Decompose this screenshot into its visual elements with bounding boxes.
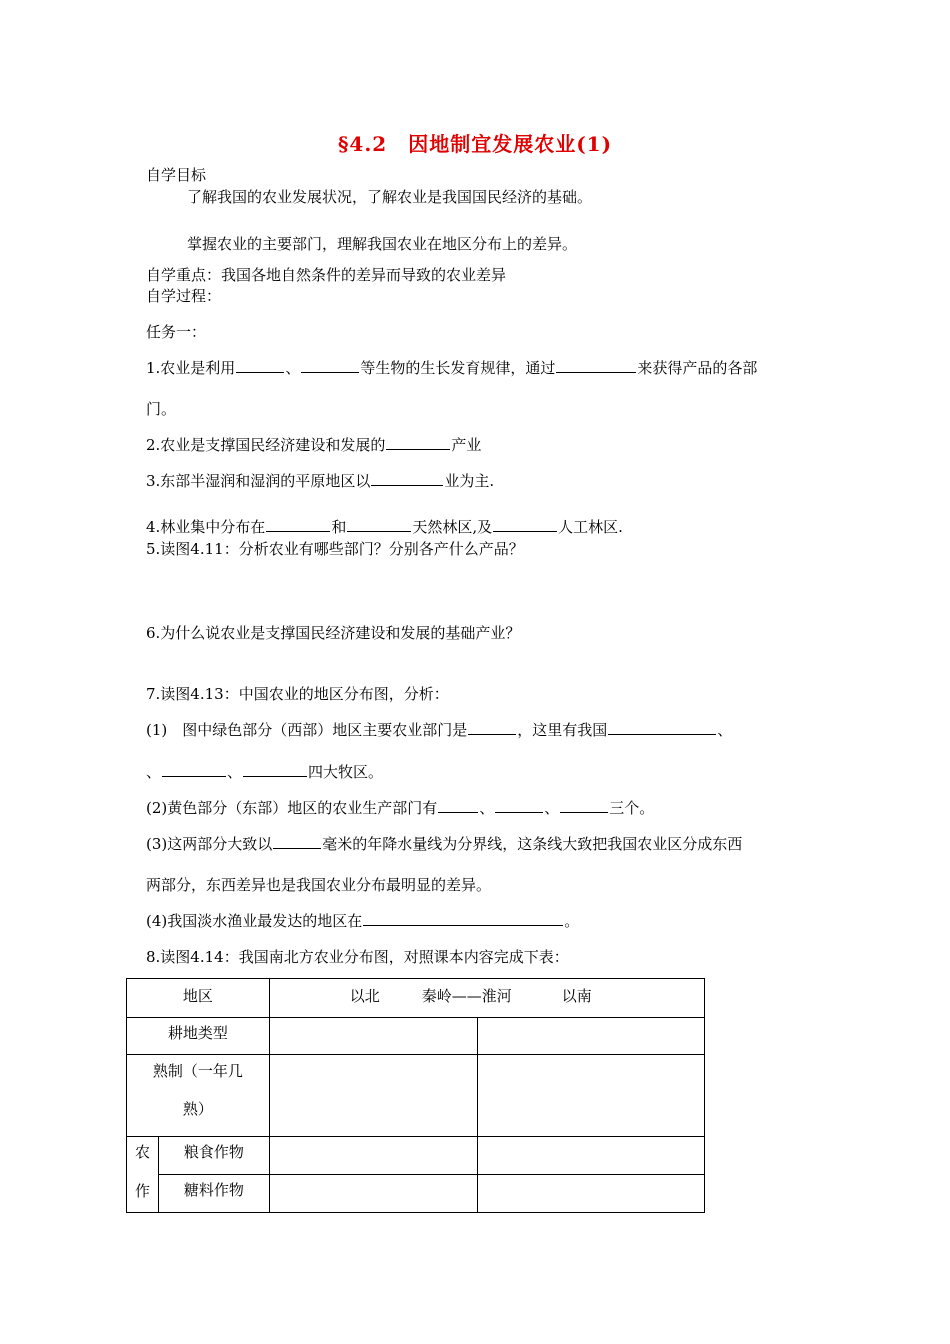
cell-north-farmland[interactable] [269, 1018, 478, 1055]
blank-field[interactable] [347, 517, 411, 532]
question-7-2: (2)黄色部分（东部）地区的农业生产部门有 、 、 三个。 [146, 799, 655, 817]
header-north: 以北 [349, 987, 380, 1005]
question-5: 5.读图4.11：分析农业有哪些部门？分别各产什么产品？ [146, 540, 524, 558]
blank-field[interactable] [266, 517, 330, 532]
question-7-3: (3)这两部分大致以 毫米的年降水量线为分界线，这条线大致把我国农业区分成东西 [146, 835, 743, 853]
blank-field[interactable] [363, 911, 563, 926]
row-label-crops: 农 作 [127, 1137, 159, 1213]
blank-field[interactable] [386, 435, 450, 450]
north-south-table [126, 978, 705, 1213]
question-4: 4.林业集中分布在 和 天然林区,及 人工林区. [146, 518, 623, 536]
cell-south-sugar[interactable] [478, 1175, 705, 1213]
cell-north-grain[interactable] [269, 1137, 478, 1175]
question-7-1-cont: 、 、 四大牧区。 [146, 763, 384, 781]
blank-field[interactable] [608, 720, 716, 735]
blank-field[interactable] [438, 798, 478, 813]
cell-south-harvest[interactable] [478, 1055, 705, 1137]
blank-field[interactable] [493, 517, 557, 532]
question-8: 8.读图4.14：我国南北方农业分布图，对照课本内容完成下表： [146, 948, 569, 966]
process-heading: 自学过程： [146, 287, 222, 305]
goal-1: 了解我国的农业发展状况，了解农业是我国国民经济的基础。 [187, 188, 593, 206]
cell-north-harvest[interactable] [269, 1055, 478, 1137]
blank-field[interactable] [301, 358, 359, 373]
key-point: 自学重点：我国各地自然条件的差异而导致的农业差异 [146, 266, 507, 284]
blank-field[interactable] [560, 798, 608, 813]
question-1: 1.农业是利用 、 等生物的生长发育规律，通过 来获得产品的各部 [146, 359, 758, 377]
header-qinling-huaihe: 秦岭——淮河 [421, 987, 512, 1005]
question-2: 2.农业是支撑国民经济建设和发展的 产业 [146, 436, 482, 454]
blank-field[interactable] [273, 834, 321, 849]
header-divider [269, 979, 704, 1018]
question-7-4: (4)我国淡水渔业最发达的地区在 。 [146, 912, 580, 930]
blank-field[interactable] [556, 358, 636, 373]
page-title: §4.2 因地制宜发展农业(1) [337, 132, 613, 156]
task-1-heading: 任务一： [146, 323, 207, 341]
question-3: 3.东部半湿润和湿润的平原地区以 业为主. [146, 472, 495, 490]
blank-field[interactable] [468, 720, 516, 735]
question-6: 6.为什么说农业是支撑国民经济建设和发展的基础产业？ [146, 624, 521, 642]
row-label-sugar: 糖料作物 [158, 1175, 269, 1213]
row-label-harvest: 熟制（一年几 熟） [127, 1055, 270, 1137]
blank-field[interactable] [243, 762, 307, 777]
question-7: 7.读图4.13：中国农业的地区分布图，分析： [146, 685, 449, 703]
row-label-farmland: 耕地类型 [127, 1018, 270, 1055]
question-1-cont: 门。 [146, 400, 177, 418]
header-region: 地区 [127, 979, 270, 1018]
blank-field[interactable] [371, 471, 443, 486]
goal-2: 掌握农业的主要部门，理解我国农业在地区分布上的差异。 [187, 235, 578, 253]
question-7-1: (1) 图中绿色部分（西部）地区主要农业部门是 ，这里有我国 、 [146, 721, 733, 739]
header-south: 以南 [561, 987, 592, 1005]
goals-heading: 自学目标 [146, 166, 207, 184]
cell-south-grain[interactable] [478, 1137, 705, 1175]
row-label-grain: 粮食作物 [158, 1137, 269, 1175]
blank-field[interactable] [162, 762, 226, 777]
blank-field[interactable] [236, 358, 284, 373]
blank-field[interactable] [495, 798, 543, 813]
cell-south-farmland[interactable] [478, 1018, 705, 1055]
cell-north-sugar[interactable] [269, 1175, 478, 1213]
question-7-3-cont: 两部分，东西差异也是我国农业分布最明显的差异。 [146, 876, 492, 894]
